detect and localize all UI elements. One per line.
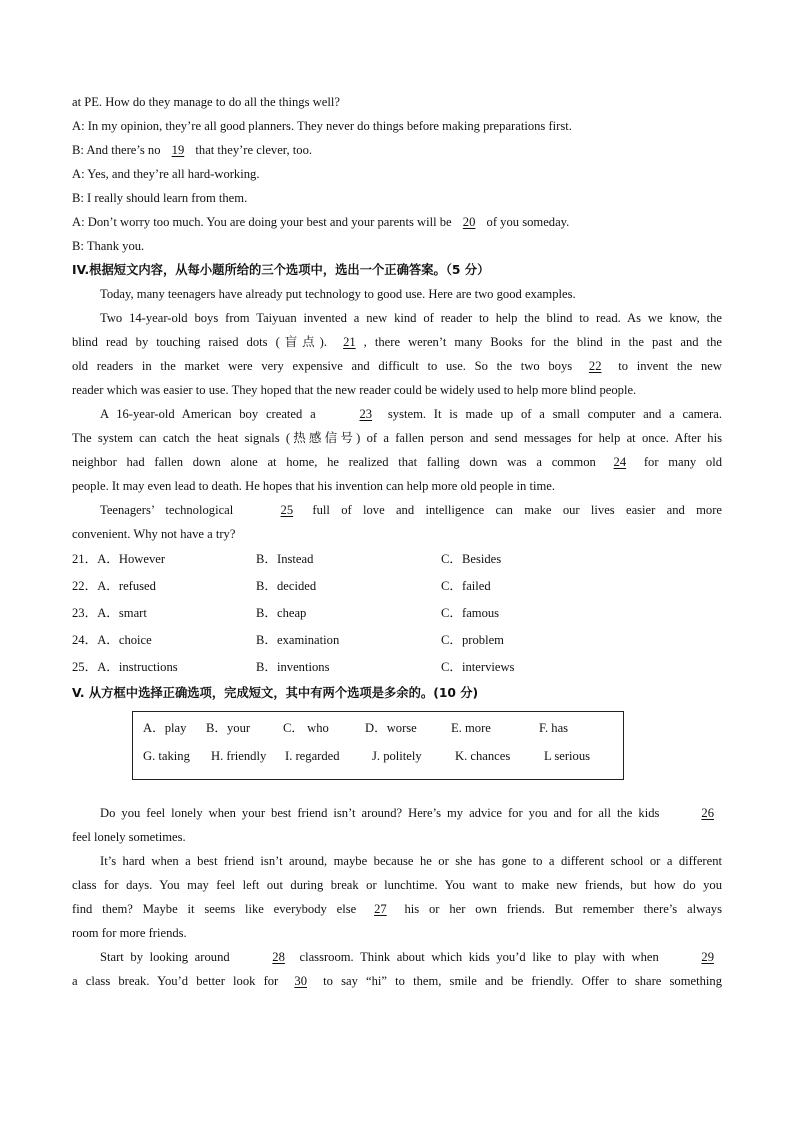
passage-line: class for days. You may feel left out during break or lunchtime. You want to make new friends, but how do you [72,878,722,892]
passage-line [72,945,722,969]
word-option: A．play [143,721,187,735]
option-b[interactable]: B．decided [256,579,317,593]
word-box [132,711,624,780]
option-a[interactable]: 21．A．However [72,552,166,566]
blank-22[interactable]: 22 [588,359,602,373]
passage-line: The system can catch the heat signals (热感信号) of a fallen person and send messages for help at once. After his [72,431,722,445]
blank-24[interactable]: 24 [613,455,627,469]
dialogue-text: at PE. How do they manage to do all the things well? [72,95,340,109]
blank-21[interactable]: 21 [343,335,356,349]
option-c[interactable]: C．Besides [441,552,502,566]
passage-line: convenient. Why not have a try? [72,527,236,541]
passage-line: Two 14-year-old boys from Taiyuan invented a new kind of reader to help the blind to read. As we know, the [100,311,722,325]
dialogue-line [72,210,722,234]
option-a[interactable]: 24．A．choice [72,633,152,647]
passage-line: room for more friends. [72,926,187,940]
passage-text: Do you feel lonely when your best friend isn’t around? Here’s my advice for you and for all the kids [100,806,666,820]
passage-line [72,801,722,825]
dialogue-text: B: I really should learn from them. [72,191,248,205]
blank-25[interactable]: 25 [280,503,294,517]
dialogue-line [72,114,722,138]
option-b[interactable]: B．examination [256,633,340,647]
passage-text: system. It is made up of a small computer and a camera. [380,407,722,421]
passage-text: A 16-year-old American boy created a [100,407,324,421]
passage-text: a class break. You’d better look for [72,974,287,988]
word-option: C． who [283,721,329,735]
passage-line: reader which was easier to use. They hoped that the new reader could be widely used to help more blind people. [72,383,637,397]
option-c[interactable]: C．famous [441,606,500,620]
section-5-heading: V. 从方框中选择正确选项，完成短文，其中有两个选项是多余的。(10 分) [72,686,479,700]
blank-26[interactable]: 26 [701,806,714,820]
passage-line [72,450,722,474]
passage-line: feel lonely sometimes. [72,830,186,844]
question-25-options [72,654,722,681]
question-21-options [72,546,722,573]
passage-text: old readers in the market were very expensive and difficult to use. So the two boys [72,359,581,373]
passage-line [72,498,722,522]
passage-text: Teenagers’ technological [100,503,245,517]
option-a[interactable]: 25．A．instructions [72,660,178,674]
blank-19[interactable]: 19 [171,143,185,157]
worksheet-page [72,90,722,993]
word-option: H. friendly [211,749,267,763]
word-option: F. has [539,721,569,735]
dialogue-line [72,138,722,162]
passage-text: his or her own friends. But remember there’s always [394,902,722,916]
option-c[interactable]: C．failed [441,579,491,593]
word-option: K. chances [455,749,511,763]
option-c[interactable]: C．problem [441,633,504,647]
passage-line: It’s hard when a best friend isn’t around, maybe because he or she has gone to a different school or a different [100,854,722,868]
option-a[interactable]: 22．A．refused [72,579,156,593]
dialogue-text: that they’re clever, too. [192,143,313,157]
passage-text: classroom. Think about which kids you’d like to play with when [292,950,666,964]
word-option: J. politely [372,749,422,763]
passage-line [72,402,722,426]
passage-line [72,330,722,354]
passage-line [72,354,722,378]
option-a[interactable]: 23．A．smart [72,606,147,620]
option-b[interactable]: B．Instead [256,552,314,566]
dialogue-text: B: Thank you. [72,239,145,253]
section-4-heading: IV.根据短文内容，从每小题所给的三个选项中，选出一个正确答案。（5 分） [72,263,490,277]
word-option: D．worse [365,721,417,735]
passage-line [72,969,722,993]
option-b[interactable]: B．inventions [256,660,330,674]
passage-text: find them? Maybe it seems like everybody else [72,902,367,916]
dialogue-line [72,90,722,114]
word-option: L serious [544,749,591,763]
passage-text: for many old [634,455,722,469]
dialogue-line [72,162,722,186]
dialogue-text: A: Yes, and they’re all hard-working. [72,167,260,181]
passage-line: people. It may even lead to death. He hopes that his invention can help more old people in time. [72,479,555,493]
option-b[interactable]: B．cheap [256,606,307,620]
passage-text: Start by looking around [100,950,237,964]
passage-text: neighbor had fallen down alone at home, he realized that falling down was a common [72,455,606,469]
word-option: E. more [451,721,491,735]
blank-20[interactable]: 20 [462,215,476,229]
passage-text: to invent the new [609,359,722,373]
passage-line [72,897,722,921]
question-24-options [72,627,722,654]
dialogue-text: A: Don’t worry too much. You are doing your best and your parents will be [72,215,455,229]
blank-23[interactable]: 23 [359,407,373,421]
word-option: B．your [206,721,251,735]
word-box-wrap [72,705,722,801]
passage-text: full of love and intelligence can make our lives easier and more [301,503,722,517]
passage-line: Today, many teenagers have already put technology to good use. Here are two good examples. [100,287,576,301]
option-c[interactable]: C．interviews [441,660,515,674]
word-option: I. regarded [285,749,340,763]
blank-28[interactable]: 28 [272,950,285,964]
dialogue-text: of you someday. [483,215,570,229]
passage-text: , there weren’t many Books for the blind in the past and the [363,335,722,349]
blank-29[interactable]: 29 [701,950,714,964]
blank-27[interactable]: 27 [374,902,387,916]
question-22-options [72,573,722,600]
blank-30[interactable]: 30 [294,974,307,988]
passage-text: blind read by touching raised dots (盲点). [72,335,336,349]
dialogue-line [72,186,722,210]
dialogue-line [72,234,722,258]
passage-text: to say “hi” to them, smile and be friendly. Offer to share something [315,974,722,988]
question-23-options [72,600,722,627]
dialogue-text: B: And there’s no [72,143,164,157]
dialogue-text: A: In my opinion, they’re all good planners. They never do things before making preparations first. [72,119,572,133]
word-option: G. taking [143,749,190,763]
